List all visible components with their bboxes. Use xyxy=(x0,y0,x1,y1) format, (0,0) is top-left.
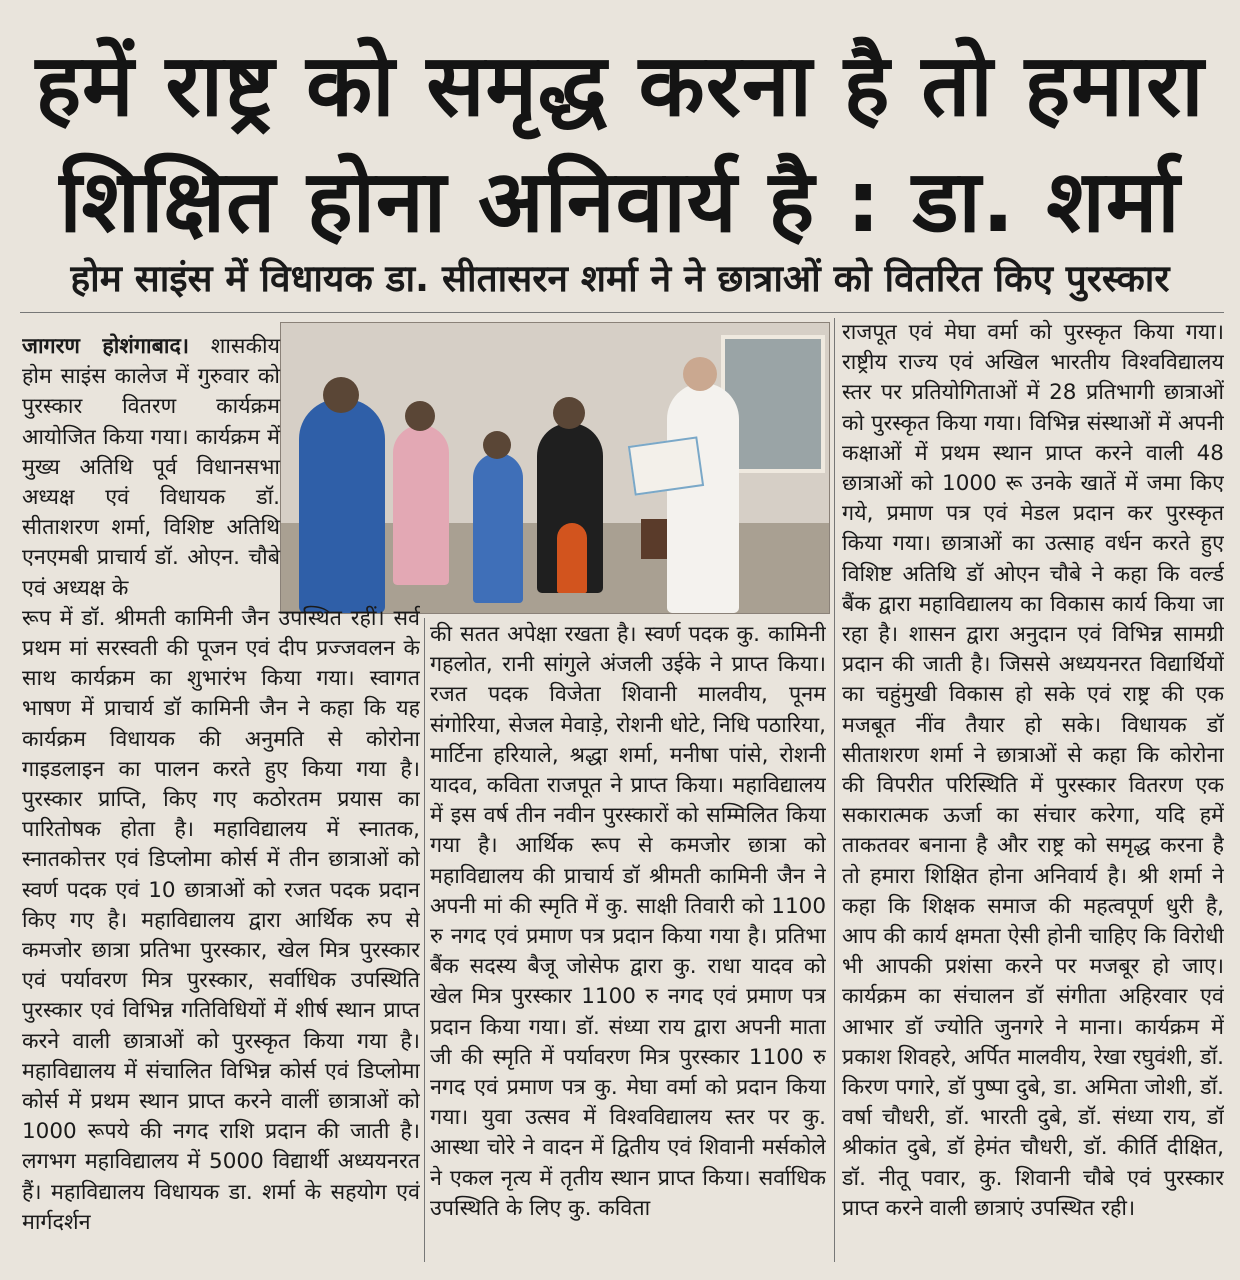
article-column-middle xyxy=(430,620,826,1260)
column-rule-2 xyxy=(834,318,835,1262)
subhead-rule xyxy=(20,312,1224,313)
column-rule-1 xyxy=(424,618,425,1262)
photo-person-5 xyxy=(667,383,739,613)
article-column-right xyxy=(842,318,1224,1264)
article-column-left xyxy=(22,332,420,1262)
headline xyxy=(20,28,1220,260)
headline-line-1: हमें राष्ट्र को समृद्ध करना है तो हमारा xyxy=(35,36,1205,136)
photo-person-3 xyxy=(473,453,523,603)
photo-person-4-head xyxy=(553,397,585,429)
photo-person-5-head xyxy=(683,357,717,391)
dateline: जागरण होशंगाबाद। xyxy=(22,334,190,359)
photo-saree-accent xyxy=(557,523,587,593)
subheadline: होम साइंस में विधायक डा. सीतासरन शर्मा ने ने छात्राओं को वितरित किए पुरस्कार xyxy=(70,257,1170,300)
article-middle-text: की सतत अपेक्षा रखता है। स्वर्ण पदक कु. कामिनी गहलोत, रानी सांगुले अंजली उईके ने प्राप्त किया। रजत पदक विजेता शिवानी मालवीय, पूनम संगोरिया, सेजल मेवाड़े, रोशनी धोटे, निधि पठारिया, मार्टिना हरियाले, श्रद्धा शर्मा, मनीषा पांसे, रोशनी यादव, कविता राजपूत ने प्राप्त किया। महाविद्यालय में इस वर्ष तीन नवीन पुरस्कारों को सम्मिलित किया गया है। आर्थिक रूप से कमजोर छात्रा को महाविद्यालय की प्राचार्य डॉ श्रीमती कामिनी जैन ने अपनी मां की स्मृति में कु. साक्षी तिवारी को 1100 रु नगद एवं प्रमाण पत्र प्रदान किया गया है। प्रतिभा बैंक सदस्य बैजू जोसेफ द्वारा कु. राधा यादव को खेल मित्र पुरस्कार 1100 रु नगद एवं प्रमाण पत्र प्रदान किया गया। डॉ. संध्या राय द्वारा अपनी माता जी की स्मृति में पर्यावरण मित्र पुरस्कार 1100 रु नगद एवं प्रमाण पत्र कु. मेघा वर्मा को प्रदान किया गया। युवा उत्सव में विश्वविद्यालय स्तर पर कु. आस्था चोरे ने वादन में द्वितीय एवं शिवानी मर्सकोले ने एकल नृत्य में तृतीय स्थान प्राप्त किया। सर्वाधिक उपस्थिति के लिए कु. कविता xyxy=(430,622,826,1221)
photo-person-3-head xyxy=(483,431,511,459)
article-column-left-top xyxy=(22,332,280,604)
article-left-top-text: शासकीय होम साइंस कालेज में गुरुवार को पुरस्कार वितरण कार्यक्रम आयोजित किया गया। कार्यक्रम में मुख्य अतिथि पूर्व विधानसभा अध्यक्ष एवं विधायक डॉ. सीताशरण शर्मा, विशिष्ट अतिथि एनएमबी प्राचार्य डॉ. ओएन. चौबे एवं अध्यक्ष के xyxy=(22,334,280,601)
article-right-text: राजपूत एवं मेघा वर्मा को पुरस्कृत किया गया। राष्ट्रीय राज्य एवं अखिल भारतीय विश्वविद्यालय स्तर पर प्रतियोगिताओं में 28 प्रतिभागी छात्राओं को पुरस्कृत किया गया। विभिन्न संस्थाओं में अपनी कक्षाओं में प्रथम स्थान प्राप्त करने वाली 48 छात्राओं को 1000 रू उनके खातें में जमा किए गये, प्रमाण पत्र एवं मेडल प्रदान कर पुरस्कृत किया गया। छात्राओं का उत्साह वर्धन करते हुए विशिष्ट अतिथि डॉ ओएन चौबे ने कहा कि वर्ल्ड बैंक द्वारा महाविद्यालय का विकास कार्य किया जा रहा है। शासन द्वारा अनुदान एवं विभिन्न सामग्री प्रदान की जाती है। जिससे अध्ययनरत विद्यार्थियों का चहुंमुखी विकास हो सके एवं राष्ट्र की एक मजबूत नींव तैयार हो सके। विधायक डॉ सीताशरण शर्मा ने छात्राओं से कहा कि कोरोना की विपरीत परिस्थिति में पुरस्कार वितरण एक सकारात्मक ऊर्जा का संचार करेगा, यदि हमें ताकतवर बनाना है और राष्ट्र को समृद्ध करना है तो हमारा शिक्षित होना अनिवार्य है। श्री शर्मा ने कहा कि शिक्षक समाज की महत्वपूर्ण धुरी है, आप की कार्य क्षमता ऐसी होनी चाहिए कि विरोधी भी आपकी प्रशंसा करने पर मजबूर हो जाए। कार्यक्रम का संचालन डॉ संगीता अहिरवार एवं आभार डॉ ज्योति जुनगरे ने माना। कार्यक्रम में प्रकाश शिवहरे, अर्पित मालवीय, रेखा रघुवंशी, डॉ. किरण पगारे, डॉ पुष्पा दुबे, डा. अमिता जोशी, डॉ. वर्षा चौधरी, डॉ. भारती दुबे, डॉ. संध्या राय, डॉ श्रीकांत दुबे, डॉ हेमंत चौधरी, डॉ. कीर्ति दीक्षित, डॉ. नीतू पवार, कु. शिवानी चौबे एवं पुरस्कार प्राप्त करने वाली छात्राएं उपस्थित रही। xyxy=(842,320,1224,1221)
headline-line-2: शिक्षित होना अनिवार्य है : डा. शर्मा xyxy=(59,152,1181,252)
article-left-bottom-text: रूप में डॉ. श्रीमती कामिनी जैन उपस्थित रहीं। सर्व प्रथम मां सरस्वती की पूजन एवं दीप प्रज्जवलन के साथ कार्यक्रम का शुभारंभ किया गया। स्वागत भाषण में प्राचार्य डॉ कामिनी जैन ने कहा कि यह कार्यक्रम विधायक की अनुमति से कोरोना गाइडलाइन का पालन करते हुए किया गया है। पुरस्कार प्राप्ति, किए गए कठोरतम प्रयास का पारितोषक होता है। महाविद्यालय में स्नातक, स्नातकोत्तर एवं डिप्लोमा कोर्स में तीन छात्राओं को स्वर्ण पदक एवं 10 छात्राओं को रजत पदक प्रदान किए गए है। महाविद्यालय द्वारा आर्थिक रुप से कमजोर छात्रा प्रतिभा पुरस्कार, खेल मित्र पुरस्कार एवं पर्यावरण मित्र पुरस्कार, सर्वाधिक उपस्थिति पुरस्कार एवं विभिन्न गतिविधियों में शीर्ष स्थान प्राप्त करने वाली छात्राओं को पुरस्कृत किया गया है। महाविद्यालय में संचालित विभिन्न कोर्स एवं डिप्लोमा कोर्स में प्रथम स्थान प्राप्त करने वालीं छात्राओं को 1000 रूपये की नगद राशि प्रदान की जाती है। लगभग महाविद्यालय में 5000 विद्यार्थी अध्ययनरत हैं। महाविद्यालय विधायक डा. शर्मा के सहयोग एवं मार्गदर्शन xyxy=(22,605,420,1235)
photo-certificate xyxy=(628,436,704,495)
